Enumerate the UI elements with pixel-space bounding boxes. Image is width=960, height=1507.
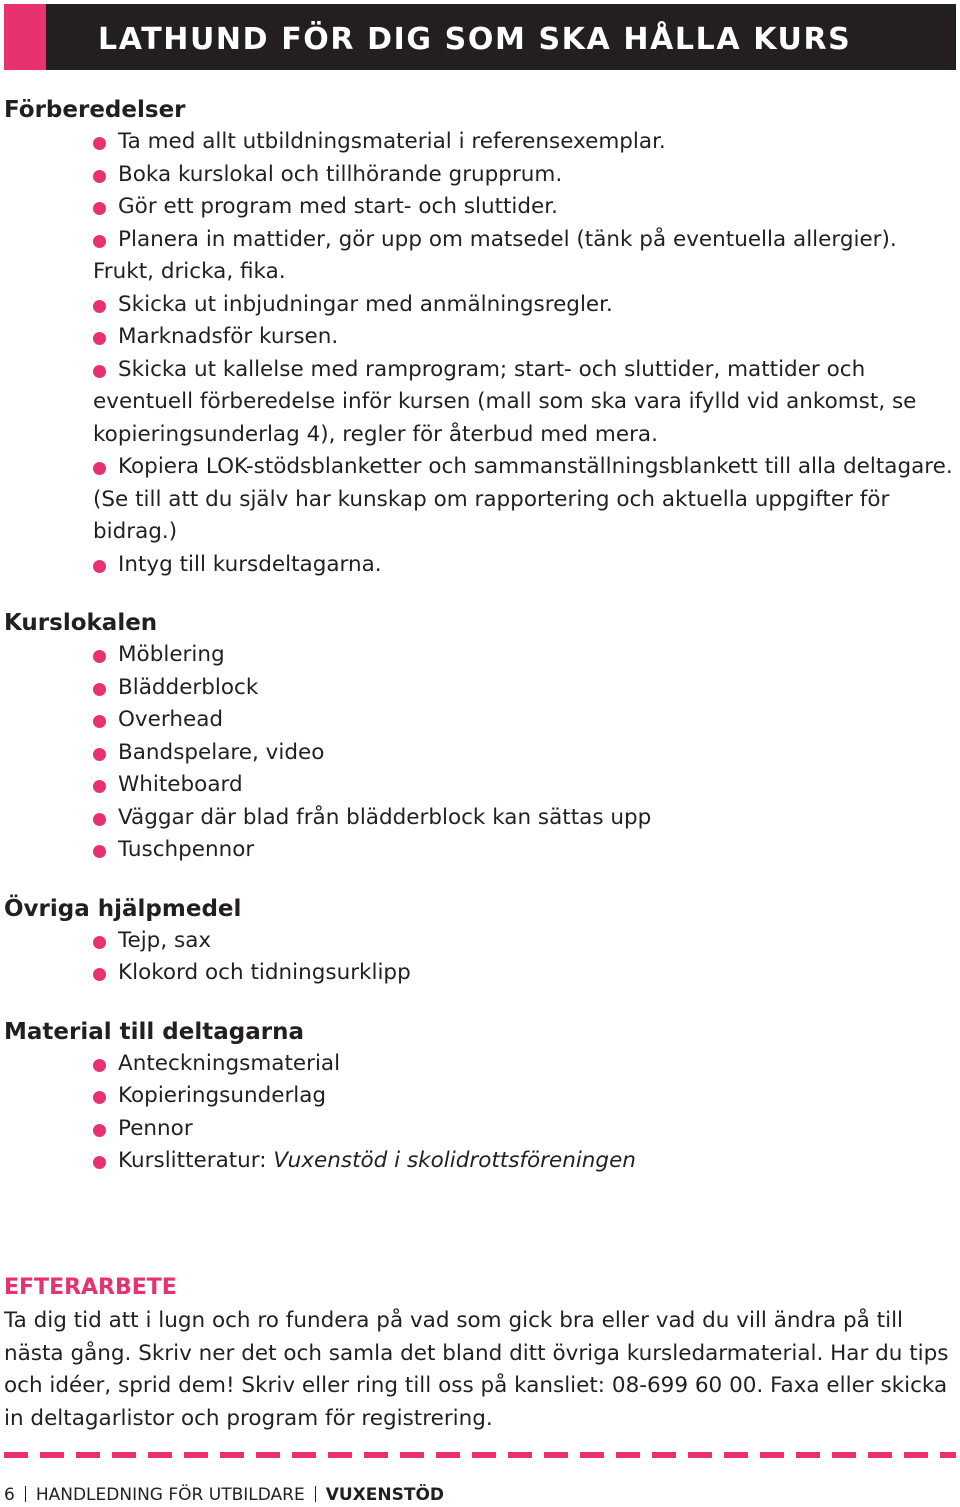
bullet-icon bbox=[93, 365, 106, 378]
bullet-icon bbox=[93, 936, 106, 949]
section-heading: Material till deltagarna bbox=[4, 1018, 304, 1045]
list-item: Skicka ut inbjudningar med anmälningsregler. bbox=[93, 289, 954, 322]
list-item: Whiteboard bbox=[93, 769, 954, 802]
title-bar bbox=[4, 4, 956, 70]
bullet-icon bbox=[93, 235, 106, 248]
list-item: Skicka ut kallelse med ramprogram; start- och sluttider, mattider och eventuell förberedelse inför kursen (mall som ska vara ifylld vid ankomst, se kopieringsunderlag 4), regler för återbud med mera. bbox=[93, 356, 917, 447]
footer-separator bbox=[315, 1486, 316, 1502]
bullet-icon bbox=[93, 1091, 106, 1104]
list-item: Tuschpennor bbox=[93, 834, 954, 867]
bullet-icon bbox=[93, 748, 106, 761]
book-title: Vuxenstöd i skolidrottsföreningen bbox=[273, 1148, 636, 1173]
list-item: Väggar där blad från blädderblock kan sättas upp bbox=[93, 802, 954, 835]
bullet-icon bbox=[93, 170, 106, 183]
bullet-icon bbox=[93, 202, 106, 215]
list-item: Overhead bbox=[93, 704, 954, 737]
list-item: Kopiera LOK-stödsblanketter och sammanställningsblankett till alla deltagare. (Se till att du själv har kunskap om rapportering och aktuella uppgifter för bidrag.) bbox=[93, 454, 953, 544]
list-item: Planera in mattider, gör upp om matsedel (tänk på eventuella allergier). Frukt, dricka, fika. bbox=[93, 226, 897, 284]
page-footer bbox=[4, 1484, 444, 1506]
item-list bbox=[4, 639, 954, 867]
list-item: Boka kurslokal och tillhörande grupprum. bbox=[93, 159, 954, 192]
bullet-icon bbox=[93, 332, 106, 345]
list-item: Bandspelare, video bbox=[93, 737, 954, 770]
list-item: Klokord och tidningsurklipp bbox=[93, 957, 954, 990]
list-item: Gör ett program med start- och sluttider. bbox=[93, 191, 954, 224]
bullet-icon bbox=[93, 137, 106, 150]
item-prefix: Kurslitteratur: bbox=[118, 1148, 274, 1173]
bullet-icon bbox=[93, 462, 106, 475]
bullet-icon bbox=[93, 813, 106, 826]
bullet-icon bbox=[93, 845, 106, 858]
list-item: Tejp, sax bbox=[93, 925, 954, 958]
brand-name: VUXENSTÖD bbox=[325, 1485, 445, 1505]
section-material-till-deltagarna bbox=[4, 1016, 954, 1178]
section-ovriga-hjalpmedel bbox=[4, 893, 954, 990]
footer-separator bbox=[25, 1486, 26, 1502]
bullet-icon bbox=[93, 1124, 106, 1137]
efterarbete-text: Ta dig tid att i lugn och ro fundera på vad som gick bra eller vad du vill ändra på till nästa gång. Skriv ner det och samla det bland ditt övriga kursledarmaterial. Har du tips och idéer, sprid dem! Skriv eller ring till oss på kansliet: 08-699 60 00. Faxa eller skicka in deltagarlistor och program för registrering. bbox=[4, 1308, 949, 1431]
bullet-icon bbox=[93, 683, 106, 696]
bullet-icon bbox=[93, 968, 106, 981]
bullet-icon bbox=[93, 780, 106, 793]
section-forberedelser bbox=[4, 94, 954, 581]
list-item: Intyg till kursdeltagarna. bbox=[93, 549, 954, 582]
section-heading: Förberedelser bbox=[4, 97, 186, 123]
efterarbete-section bbox=[4, 1273, 954, 1435]
item-list bbox=[4, 126, 954, 581]
list-item: Kopieringsunderlag bbox=[93, 1080, 954, 1113]
section-kurslokalen bbox=[4, 607, 954, 867]
handbook-title: HANDLEDNING FÖR UTBILDARE bbox=[35, 1485, 305, 1505]
page-title: LATHUND FÖR DIG SOM SKA HÅLLA KURS bbox=[98, 22, 852, 57]
page-number: 6 bbox=[4, 1485, 15, 1505]
bullet-icon bbox=[93, 560, 106, 573]
list-item: Marknadsför kursen. bbox=[93, 321, 954, 354]
section-heading: EFTERARBETE bbox=[4, 1275, 177, 1300]
item-list bbox=[4, 1048, 954, 1178]
section-heading: Kurslokalen bbox=[4, 610, 158, 636]
list-item bbox=[93, 1145, 954, 1178]
bullet-icon bbox=[93, 300, 106, 313]
list-item: Möblering bbox=[93, 639, 954, 672]
list-item: Blädderblock bbox=[93, 672, 954, 705]
bullet-icon bbox=[93, 1059, 106, 1072]
item-list bbox=[4, 925, 954, 990]
section-heading: Övriga hjälpmedel bbox=[4, 895, 242, 922]
bullet-icon bbox=[93, 1156, 106, 1169]
list-item: Pennor bbox=[93, 1113, 954, 1146]
list-item: Ta med allt utbildningsmaterial i referensexemplar. bbox=[93, 126, 954, 159]
title-accent-block bbox=[4, 4, 46, 70]
bullet-icon bbox=[93, 715, 106, 728]
bullet-icon bbox=[93, 650, 106, 663]
checklist-content bbox=[4, 94, 954, 1204]
dashed-divider bbox=[4, 1452, 956, 1458]
list-item: Anteckningsmaterial bbox=[93, 1048, 954, 1081]
